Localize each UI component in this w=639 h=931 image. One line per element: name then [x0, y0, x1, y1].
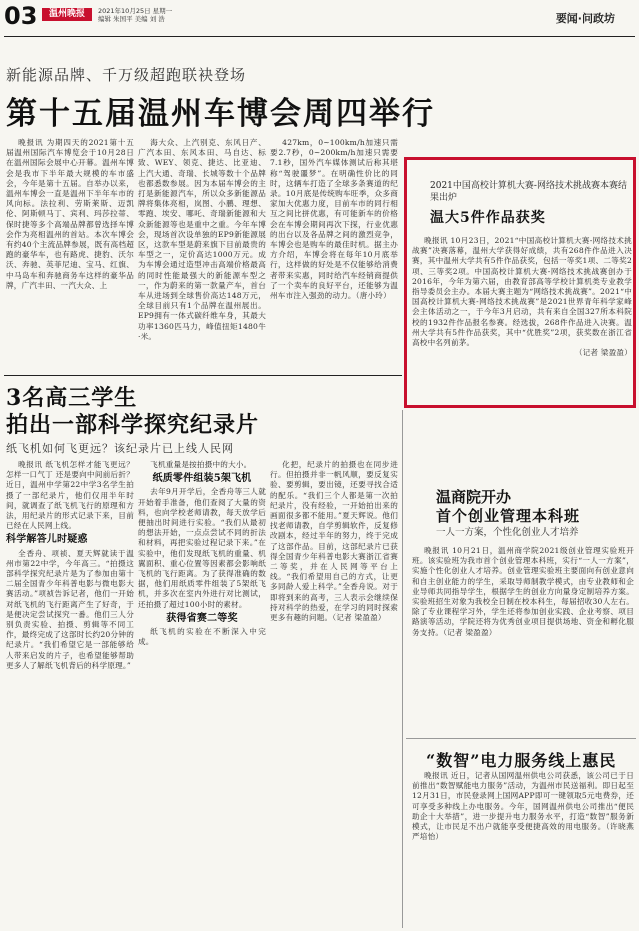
section-name: 要闻·问政坊	[555, 12, 615, 25]
lead-column-2-text: 海大众、上汽别克、东风日产、广汽本田、东风本田、马自达、标致、WEY、领克、捷达、比亚迪、上汽大通、奇瑞、长城等数十个品牌也都悉数参展。因为本届车博会的主打是新能源汽车，所以众多新能源品牌将集体亮相，岚图、小鹏、理想、零跑、埃安、哪吒、奇瑞新能源和大众新能源等也是重中之重。今年车博会，现场首次设单独的EP9新能源展区，这款车型是蔚来旗下目前最贵的车型之一，定价高达1000万元。成为车博会通过造型冲击高端价格最高的同时性能最强大的新能源车型之一，作为蔚来的第一款量产车，首台车从进场到全球售价高达148万元，全球目前只有1个品牌在温州展出。EP9拥有一体式碳纤维车身，其最大功率1360匹马力，峰值扭矩1480牛·米。	[138, 138, 266, 341]
lead-bottom-rule	[4, 375, 402, 376]
feature-body-text: 晚报讯 10月23日，2021“中国高校计算机大赛-网络技术挑战赛”决赛落幕，温州大学获得好成绩，共有268件作品进入决赛，其中温州大学共有5件作品获奖，包括一等奖1项、二等奖2项、三等奖2项。中国高校计算机大赛-网络技术挑战赛创办于2016年，今年为第六届，由教育部高等学校计算机类专业教学指导委员会主办。本届大赛主题为“网络技术挑战赛”。2021“中国高校计算机大赛-网络技术挑战赛”是2021世界青年科学家峰会主体活动之一，于今年3月启动，共有来自全国327所本科院校的1932件作品报名参赛。经选拔，268件作品进入决赛。温州大学共有5件作品获奖，其中“优胜奖”2项，获奖数在浙江省高校中名列前茅。	[412, 236, 632, 348]
feature-body	[412, 236, 632, 398]
column-divider	[402, 410, 403, 928]
story2-column-1-text: 晚报讯 纸飞机怎样才能飞更远？怎样一口气丁 还是要向中间前后折？近日，温州中学第22中学3名学生拍摄了一部纪录片，他们仅用半年时间，就调查了纸飞机飞行的原理和方法，用纪录片的形式记录下来，目前已经在人民网上线。	[6, 460, 134, 531]
shuzhi-title: “数智”电力服务线上惠民	[426, 751, 617, 770]
story2-column-2	[138, 460, 266, 926]
wenshang-body-text: 晚报讯 10月21日，温州商学院2021级创业管理实验班开班。该实验班为我市首个创业管理本科班，实行“一人一方案”，实施个性化创业人才培养。创业管理实验班主要面向有创业意向和自主创业能力的学生，采取导师制教学模式，由专业教师和企业导师共同指导学生，根据学生的创业方向量身定制培养方案。实验班招生对象为我校全日制在校本科生，每届招收30人左右。除了专业课程学习外，学生还将参加创业实践、企业考察、项目路演等活动，学院还将为优秀创业项目提供场地、资金和孵化服务支持。（记者 梁盈盈）	[412, 546, 634, 637]
shuzhi-body-text: 晚报讯 近日，记者从国网温州供电公司获悉，该公司已于日前推出“数智赋能电力服务”活动，为温州市民送福利。即日起至12月31日，市民登录网上国网APP即可一键领取5元电费券，还可享受多种线上办电服务。今年，国网温州供电公司推出“便民助企十大举措”，进一步提升电力服务水平，打造“数智”服务新模式，让市民足不出户就能享受便捷高效的用电服务。（许晓燕 严培怡）	[412, 771, 634, 842]
story2-column-1b-text: 全香舟、项祯、夏天辉就读于温州市第22中学，今年高三。“拍摄这部科学探究纪录片是为了参加由第十二届全国青少年科普电影与微电影大赛活动。”项祯告诉记者，他们一开始对纸飞机的飞行距离产生了好奇，于是便决定尝试探究一番。他们三人分别负责实验、拍摄、剪辑等不同工作，最终完成了这部时长约20分钟的纪录片。“我们希望它是一部能够给人带来启发的片子，也希望能够帮助更多人了解纸飞机背后的科学原理。”	[6, 548, 134, 670]
newspaper-brand: 温州晚报	[42, 8, 92, 21]
story2-subheading-3: 获得省赛二等奖	[166, 612, 238, 624]
wenshang-body	[412, 546, 634, 736]
story2-headline-line2: 拍出一部科学探究纪录片	[6, 412, 260, 438]
wenshang-subtitle: 一人一方案，个性化创业人才培养	[436, 527, 579, 538]
right-divider	[406, 738, 636, 739]
wenshang-title-line2: 首个创业管理本科班	[436, 507, 581, 525]
story2-column-3	[270, 460, 398, 926]
feature-kicker: 2021中国高校计算机大赛-网络技术挑战赛本赛结果出炉	[430, 181, 627, 203]
lead-column-1	[6, 138, 134, 370]
lead-kicker: 新能源品牌、千万级超跑联袂登场	[6, 66, 247, 84]
lead-column-2	[138, 138, 266, 370]
story2-subhead: 纸飞机如何飞更远？该纪录片已上线人民网	[6, 442, 234, 455]
story2-headline-line1: 3名高三学生	[6, 385, 138, 411]
story2-column-2c-text: 纸飞机的实验在不断深入中完成。	[138, 627, 266, 647]
dateline	[98, 7, 172, 23]
lead-column-3	[270, 138, 398, 370]
shuzhi-body	[412, 771, 634, 927]
wenshang-title-line1: 温商院开办	[436, 488, 512, 506]
editor-credits: 编辑 朱国平 美编 刘 浩	[98, 15, 165, 23]
header-rule	[4, 36, 635, 37]
lead-column-1-text: 晚报讯 为期四天的2021第十五届温州国际汽车博览会于10月28日在温州国际会展中心开幕。温州车博会是我市下半年最大规模的车市盛会，今年是第十五届。自举办以来，温州车博会一直是温州下半年车市的风向标。法拉利、劳斯莱斯、迈凯伦、阿斯顿马丁、宾利、玛莎拉蒂、保时捷等多个高端品牌都曾选择车博会作为亮相温州的首站。本次车博会有约40个主流品牌参展，既有高档超跑的豪华车，也有路虎、捷豹、沃尔沃、奔驰、英菲尼迪、宝马、红旗、中马岛车和奔驰商务车这样的豪华品牌，广汽丰田、一汽大众、上	[6, 138, 134, 290]
feature-author: （记者 梁盈盈）	[574, 348, 632, 358]
story2-column-1	[6, 460, 134, 926]
lead-column-3-text: 427km，0~100km/h加速只需要2.7秒，0~200km/h加速只需要7.1秒，国外汽车媒体测试后称其堪称“驾驶噩梦”。在明确性价比的同时，这辆车打造了全球多条赛道的纪录。10月底是传统购车旺季，众多商家加大优惠力度，目前车市的同行相互之间比拼优惠，有可能新车的价格会在车博会期间再次下探，行业优惠的出台以及各品牌之间的激烈竞争，车博会也是购车的最佳时机。据主办方介绍，车博会将在每年10月底举行，这样做的好处是不仅能够给消费者带来实惠，同时给汽车经销商提供了一个卖车的良好平台，还能够为温州车市注入强劲的动力。（唐小玲）	[270, 138, 398, 301]
lead-headline: 第十五届温州车博会周四举行	[6, 96, 435, 132]
story2-subheading-1: 科学解答儿时疑惑	[6, 534, 88, 546]
feature-title: 温大5件作品获奖	[430, 210, 546, 226]
story2-subheading-2: 纸质零件组装5架飞机	[152, 473, 252, 485]
page-number: 03	[4, 2, 38, 30]
issue-date: 2021年10月25日 星期一	[98, 7, 173, 15]
story2-column-2b-text: 去年9月开学后，全香舟等三人就开始着手准备，他们查阅了大量的资料，也向学校老师请教，每天放学后便抽出时间进行实验。“我们从最初的想法开始，一点点尝试不同的折法和材料，再把实验过程记录下来。”在实验中，他们发现纸飞机的重量、机翼面积、重心位置等因素都会影响纸飞机的飞行距离。为了获得准确的数据，他们用纸质零件组装了5架纸飞机，并多次在室内外进行对比测试，还拍摄了超过100小时的素材。	[138, 487, 266, 609]
story2-column-2-text: 飞机重量是按拍摄中的大小。	[150, 460, 252, 469]
story2-column-3-text: 化把，纪录片的拍摄也在同步进行。但拍摄并非一帆风顺，要反复实验、要剪辑，要出镜，还要寻找合适的配乐。“我们三个人都是第一次拍纪录片，没有经验，一开始拍出来的画面很多都不能用。”夏天辉说。他们找老师请教，自学剪辑软件，反复修改剧本，经过半年的努力，终于完成了这部作品。目前，这部纪录片已获得全国青少年科普电影大赛浙江省赛二等奖，并在人民网等平台上线。“我们希望用自己的方式，让更多同龄人爱上科学。”全香舟说。对于即将到来的高考，三人表示会继续保持对科学的热爱，在学习的同时探索更多有趣的问题。（记者 梁盈盈）	[270, 460, 398, 623]
